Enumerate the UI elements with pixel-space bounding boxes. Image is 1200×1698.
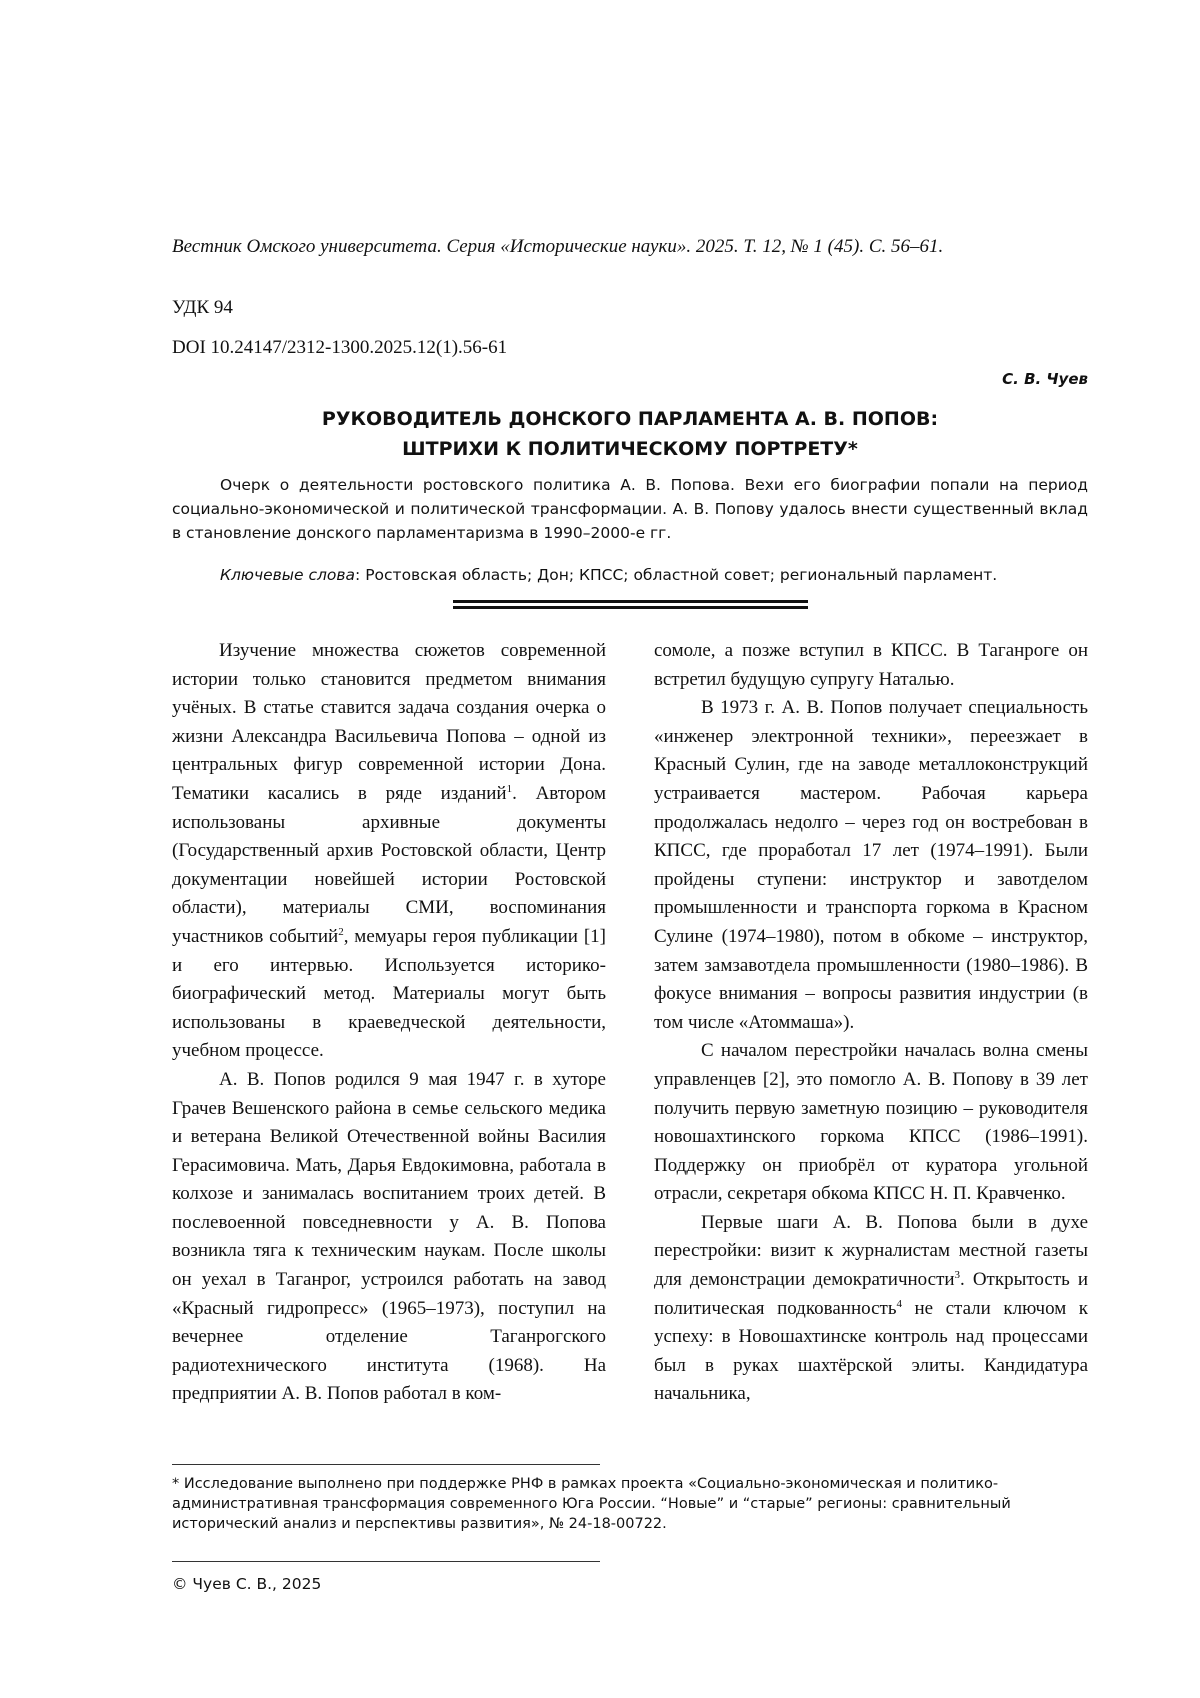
section-divider-bottom	[453, 606, 808, 609]
author-name: С. В. Чуев	[1002, 370, 1088, 388]
copyright-rule	[172, 1561, 600, 1562]
keywords	[172, 563, 1088, 587]
paragraph: А. В. Попов родился 9 мая 1947 г. в хуторе Грачев Вешенского района в семье сельского медика и ветерана Великой Отечественной войны Василия Герасимовича. Мать, Дарья Евдокимовна, работала в колхозе и занималась воспитанием троих детей. В послевоенной повседневности у А. В. Попова возникла тяга к техническим наукам. После школы он уехал в Таганрог, устроился работать на завод «Красный гидропресс» (1965–1973), поступил на вечернее отделение Таганрогского радиотехнического института (1968). На предприятии А. В. Попов работал в ком-	[172, 1068, 606, 1405]
article-title	[172, 404, 1088, 464]
udk-code: УДК 94	[172, 297, 233, 318]
footnote-ref-2: 2	[338, 925, 344, 938]
text-run: Первые шаги А. В. Попова были в духе перестройки: визит к журналистам местной газеты для демонстрации демократичности	[654, 1211, 1088, 1291]
title-line-2: ШТРИХИ К ПОЛИТИЧЕСКОМУ ПОРТРЕТУ*	[402, 438, 858, 460]
footnote-ref-4: 4	[896, 1297, 902, 1310]
body-column-left	[172, 637, 606, 1409]
doi: DOI 10.24147/2312-1300.2025.12(1).56-61	[172, 337, 508, 358]
body-column-right	[654, 637, 1088, 1409]
footnote-rule	[172, 1464, 600, 1465]
funding-footnote: * Исследование выполнено при поддержке РНФ в рамках проекта «Социально-экономическая и политико-административная трансформация современного Юга России. “Новые” и “старые” регионы: сравнительный исторический анализ и перспективы развития», № 24-18-00722.	[172, 1476, 1011, 1532]
footnote-ref-3: 3	[954, 1269, 961, 1282]
title-line-1: РУКОВОДИТЕЛЬ ДОНСКОГО ПАРЛАМЕНТА А. В. ПОПОВ:	[321, 408, 939, 430]
paragraph	[654, 1209, 1088, 1409]
text-run: . Автором использованы архивные документы (Государственный архив Ростовской области, Центр документации новейшей истории Ростовской области), материалы СМИ, воспоминания участников событий	[172, 782, 607, 947]
paragraph-continued: сомоле, а позже вступил в КПСС. В Таганроге он встретил будущую супругу Наталью.	[654, 640, 1088, 690]
keywords-label: Ключевые слова	[220, 566, 356, 584]
paragraph: В 1973 г. А. В. Попов получает специальность «инженер электронной техники», переезжает в Красный Сулин, где на заводе металлоконструкций устраивается мастером. Рабочая карьера продолжалась недолго – через год он востребован в КПСС, где проработал 17 лет (1974–1991). Были пройдены ступени: инструктор и завотделом промышленности и транспорта горкома в Красном Сулине (1974–1980), потом в обкоме – инструктор, затем замзавотдела промышленности (1980–1986). В фокусе внимания – вопросы развития индустрии (в том числе «Атоммаша»).	[654, 697, 1088, 1033]
paragraph: С началом перестройки началась волна смены управленцев [2], это помогло А. В. Попову в 39 лет получить первую заметную позицию – руководителя новошахтинского горкома КПСС (1986–1991). Поддержку он приобрёл от куратора угольной отрасли, секретаря обкома КПСС Н. П. Кравченко.	[654, 1040, 1088, 1205]
journal-citation: Вестник Омского университета. Серия «Исторические науки». 2025. Т. 12, № 1 (45). С. 56–61.	[172, 236, 944, 257]
text-run: . Открытость и политическая подкованность	[654, 1269, 1088, 1319]
text-run: , мемуары героя публикации [1] и его интервью. Используется историко-биографический метод. Материалы могут быть использованы в краеведческой деятельности, учебном процессе.	[172, 925, 607, 1062]
paragraph	[172, 637, 606, 1066]
abstract: Очерк о деятельности ростовского политика А. В. Попова. Вехи его биографии попали на период социально-экономической и политической трансформации. А. В. Попову удалось внести существенный вклад в становление донского парламентаризма в 1990–2000-е гг.	[172, 476, 1088, 542]
section-divider-top	[453, 600, 808, 603]
text-run: Изучение множества сюжетов современной истории только становится предметом внимания учёных. В статье ставится задача создания очерка о жизни Александра Васильевича Попова – одной из центральных фигур современной истории Дона. Тематики касались в ряде изданий	[172, 640, 606, 804]
text-run: не стали ключом к успеху: в Новошахтинске контроль над процессами был в руках шахтёрской элиты. Кандидатура начальника,	[654, 1297, 1088, 1405]
keywords-text: : Ростовская область; Дон; КПСС; областной совет; региональный парламент.	[355, 566, 998, 584]
footnote-ref-1: 1	[506, 782, 513, 795]
copyright: © Чуев С. В., 2025	[172, 1575, 322, 1593]
